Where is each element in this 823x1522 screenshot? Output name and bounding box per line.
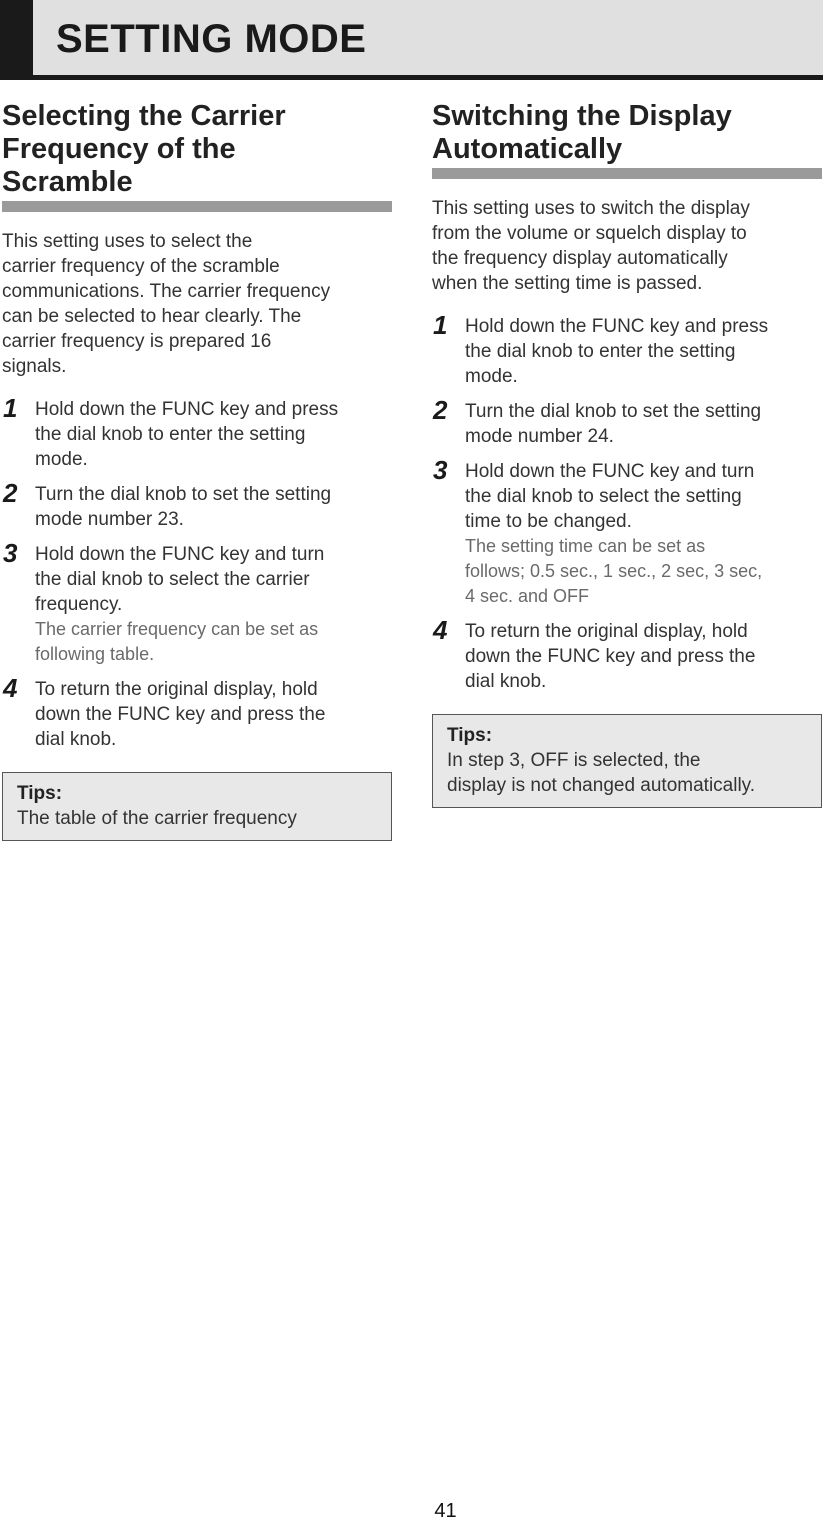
tips-heading: Tips: xyxy=(17,783,63,804)
step-number: 2 xyxy=(3,478,18,508)
step-text: Hold down the FUNC key and turn the dial knob to select the setting time to be changed. xyxy=(465,461,755,532)
right-column xyxy=(432,100,822,808)
step-text: To return the original display, hold down the FUNC key and press the dial knob. xyxy=(465,621,756,692)
tips-body: In step 3, OFF is selected, the display is not changed automatically. xyxy=(447,750,756,796)
step-number: 3 xyxy=(3,538,18,568)
step-note: The setting time can be set as follows; 0.5 sec., 1 sec., 2 sec, 3 sec, 4 sec. and OFF xyxy=(465,536,763,606)
tips-body: The table of the carrier frequency xyxy=(17,808,297,829)
header-accent-block xyxy=(0,0,33,80)
step-item xyxy=(2,478,392,532)
step-item xyxy=(432,395,822,449)
step-number: 1 xyxy=(3,393,18,423)
page-number: 41 xyxy=(434,1500,457,1522)
step-note: The carrier frequency can be set as following table. xyxy=(35,619,319,664)
step-text: Hold down the FUNC key and press the dial knob to enter the setting mode. xyxy=(35,399,339,470)
left-column xyxy=(2,100,392,841)
tips-box xyxy=(2,772,392,841)
section-title-rule xyxy=(2,201,392,212)
tips-box xyxy=(432,714,822,808)
step-text: Turn the dial knob to set the setting mode number 24. xyxy=(465,401,762,447)
step-item xyxy=(2,673,392,752)
step-number: 1 xyxy=(433,310,448,340)
step-text: Hold down the FUNC key and turn the dial knob to select the carrier frequency. xyxy=(35,544,325,615)
section-title-carrier-frequency: Selecting the Carrier Frequency of the Scramble xyxy=(2,100,286,198)
step-text: Hold down the FUNC key and press the dial knob to enter the setting mode. xyxy=(465,316,769,387)
section-title-rule xyxy=(432,168,822,179)
step-item xyxy=(432,455,822,609)
step-number: 3 xyxy=(433,455,448,485)
section-intro: This setting uses to switch the display from the volume or squelch display to the frequency display automatically when the setting time is passed. xyxy=(432,198,750,294)
step-item xyxy=(2,538,392,667)
step-number: 2 xyxy=(433,395,448,425)
step-item xyxy=(2,393,392,472)
step-item xyxy=(432,615,822,694)
section-intro: This setting uses to select the carrier frequency of the scramble communications. The carrier frequency can be selected to hear clearly. The carrier frequency is prepared 16 signals. xyxy=(2,231,331,377)
step-number: 4 xyxy=(3,673,18,703)
page-header xyxy=(0,0,823,80)
step-number: 4 xyxy=(433,615,448,645)
step-text: Turn the dial knob to set the setting mode number 23. xyxy=(35,484,332,530)
page-title: SETTING MODE xyxy=(56,17,367,61)
step-item xyxy=(432,310,822,389)
tips-heading: Tips: xyxy=(447,725,493,746)
step-text: To return the original display, hold down the FUNC key and press the dial knob. xyxy=(35,679,326,750)
section-title-display-switch: Switching the Display Automatically xyxy=(432,100,732,165)
